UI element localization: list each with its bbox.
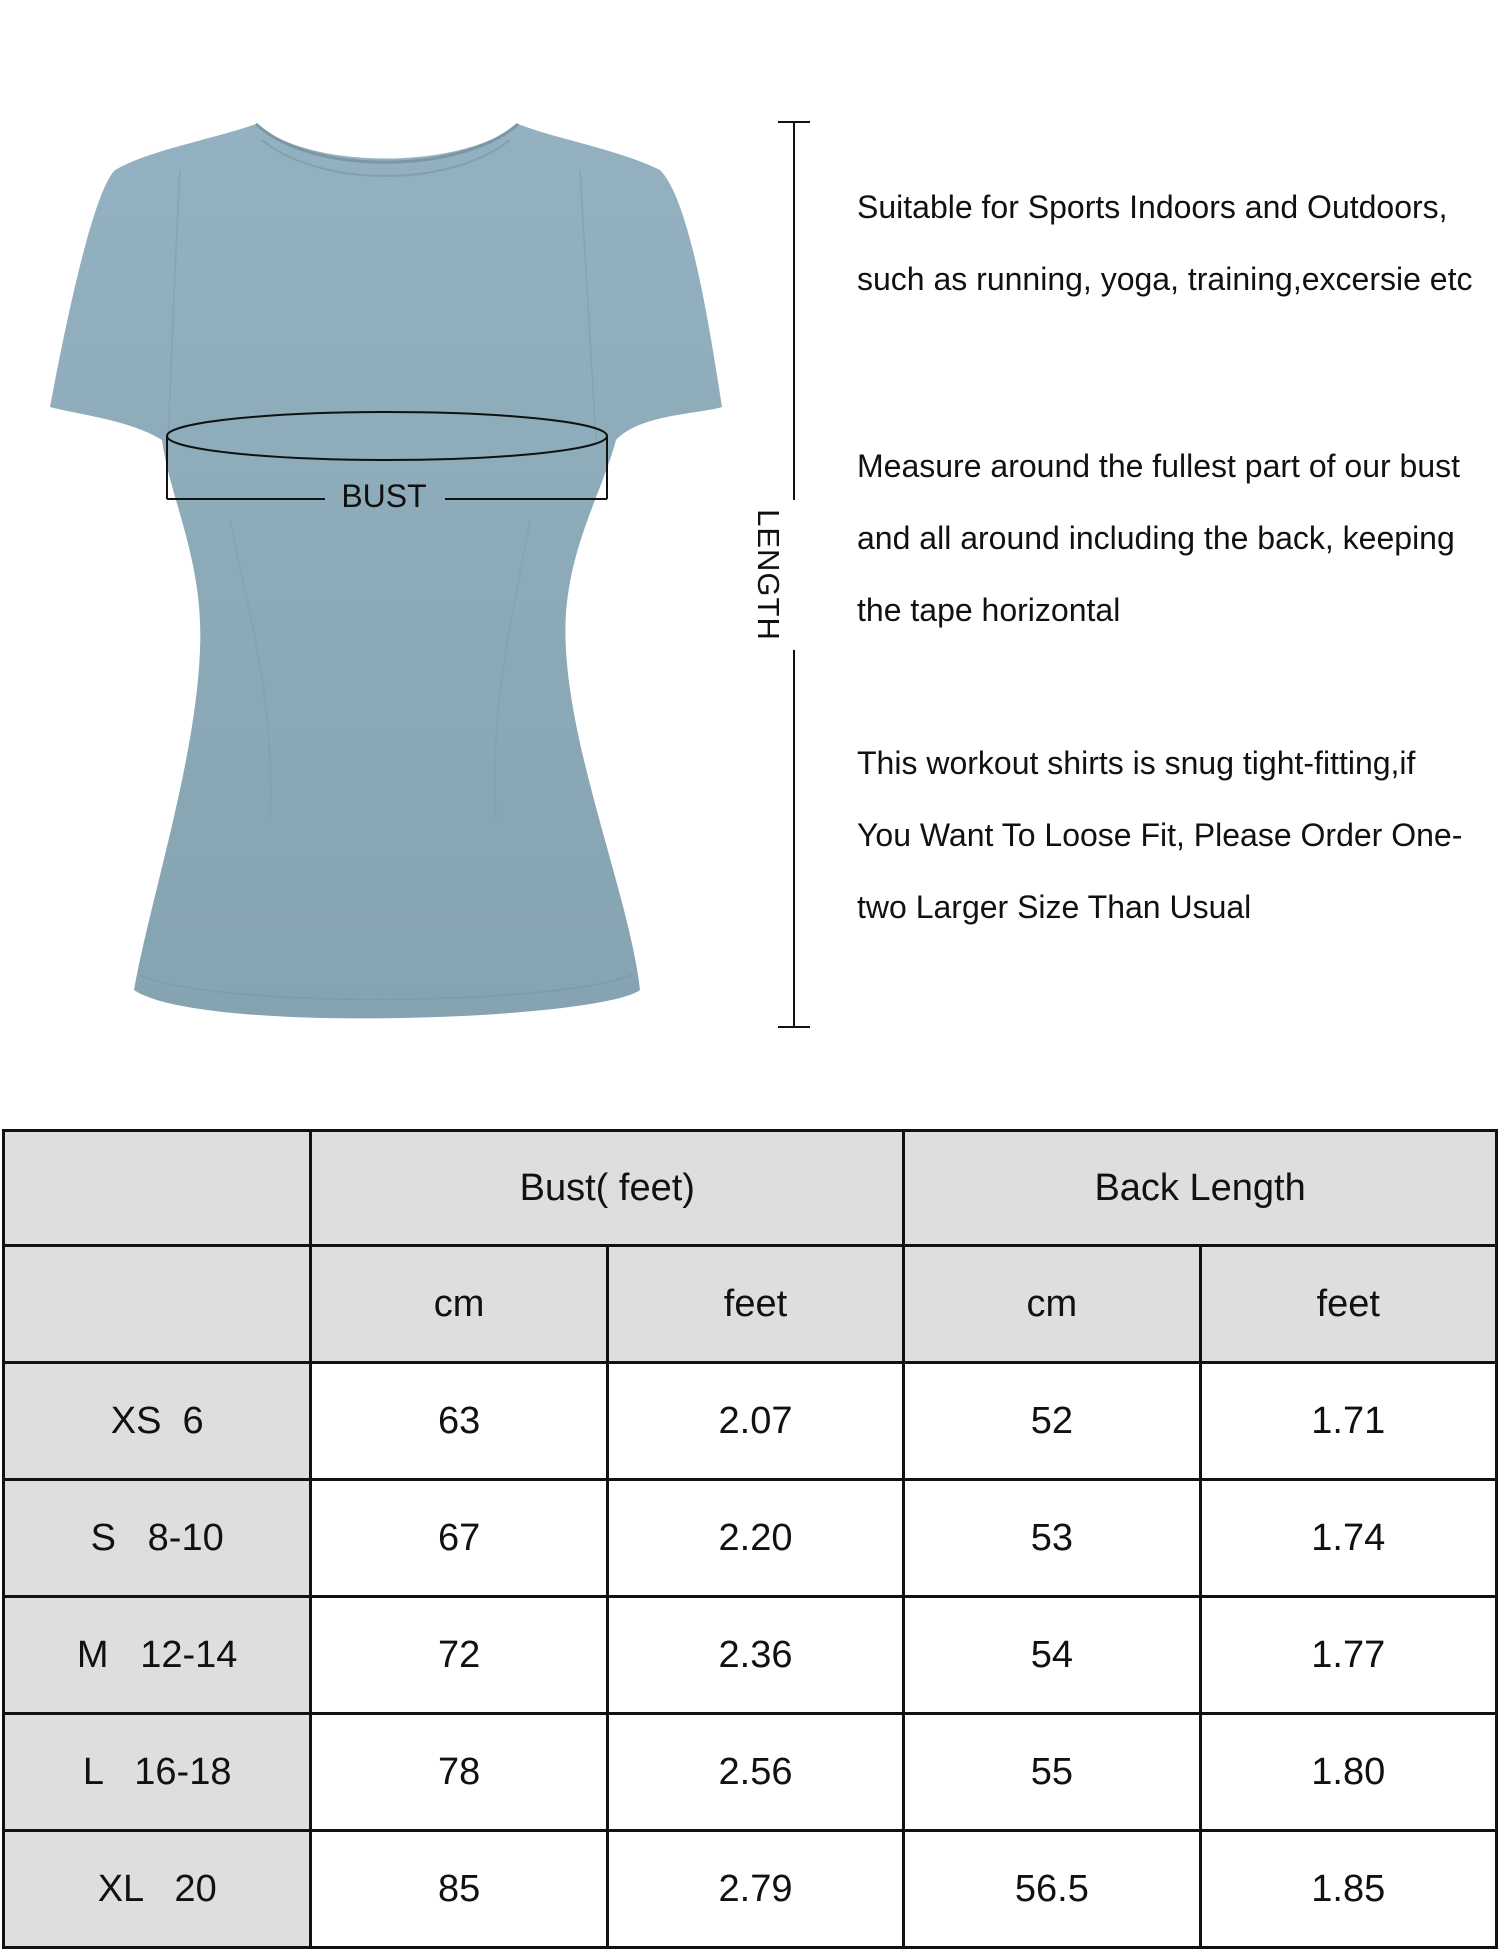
bust-cm-cell: 67 xyxy=(311,1480,607,1597)
bust-cm-cell: 63 xyxy=(311,1363,607,1480)
bust-cm-cell: 78 xyxy=(311,1714,607,1831)
size-chart-table xyxy=(2,1129,1498,1949)
length-feet-header: feet xyxy=(1200,1246,1496,1363)
tshirt-image xyxy=(50,124,722,1018)
table-corner-cell xyxy=(4,1246,311,1363)
size-cell: XL 20 xyxy=(4,1831,311,1948)
length-cm-cell: 54 xyxy=(904,1597,1200,1714)
length-feet-cell: 1.85 xyxy=(1200,1831,1496,1948)
length-cm-cell: 55 xyxy=(904,1714,1200,1831)
bust-feet-header: feet xyxy=(607,1246,903,1363)
bust-group-header: Bust( feet) xyxy=(311,1131,904,1246)
bust-feet-cell: 2.36 xyxy=(607,1597,903,1714)
table-row xyxy=(4,1831,1497,1948)
table-group-header-row xyxy=(4,1131,1497,1246)
bust-label: BUST xyxy=(341,478,427,514)
length-feet-cell: 1.77 xyxy=(1200,1597,1496,1714)
size-cell: L 16-18 xyxy=(4,1714,311,1831)
bust-feet-cell: 2.56 xyxy=(607,1714,903,1831)
bust-feet-cell: 2.79 xyxy=(607,1831,903,1948)
bust-feet-cell: 2.20 xyxy=(607,1480,903,1597)
bust-cm-cell: 72 xyxy=(311,1597,607,1714)
table-corner-cell xyxy=(4,1131,311,1246)
description-measure-instructions: Measure around the fullest part of our bust and all around including the back, keeping the tape horizontal xyxy=(857,448,1461,628)
length-feet-cell: 1.80 xyxy=(1200,1714,1496,1831)
back-length-group-header: Back Length xyxy=(904,1131,1497,1246)
length-cm-cell: 56.5 xyxy=(904,1831,1200,1948)
table-row xyxy=(4,1597,1497,1714)
bust-cm-cell: 85 xyxy=(311,1831,607,1948)
size-cell: XS 6 xyxy=(4,1363,311,1480)
table-unit-header-row xyxy=(4,1246,1497,1363)
size-cell: M 12-14 xyxy=(4,1597,311,1714)
description-suitability: Suitable for Sports Indoors and Outdoors, such as running, yoga, training,excersie etc xyxy=(857,189,1473,297)
table-row xyxy=(4,1480,1497,1597)
length-cm-cell: 53 xyxy=(904,1480,1200,1597)
length-cm-cell: 52 xyxy=(904,1363,1200,1480)
table-row xyxy=(4,1363,1497,1480)
size-cell: S 8-10 xyxy=(4,1480,311,1597)
length-cm-header: cm xyxy=(904,1246,1200,1363)
description-fit-note: This workout shirts is snug tight-fitting,if You Want To Loose Fit, Please Order One-two Larger Size Than Usual xyxy=(857,745,1463,925)
length-feet-cell: 1.74 xyxy=(1200,1480,1496,1597)
bust-feet-cell: 2.07 xyxy=(607,1363,903,1480)
length-label: LENGTH xyxy=(751,509,786,641)
bust-cm-header: cm xyxy=(311,1246,607,1363)
length-feet-cell: 1.71 xyxy=(1200,1363,1496,1480)
table-row xyxy=(4,1714,1497,1831)
